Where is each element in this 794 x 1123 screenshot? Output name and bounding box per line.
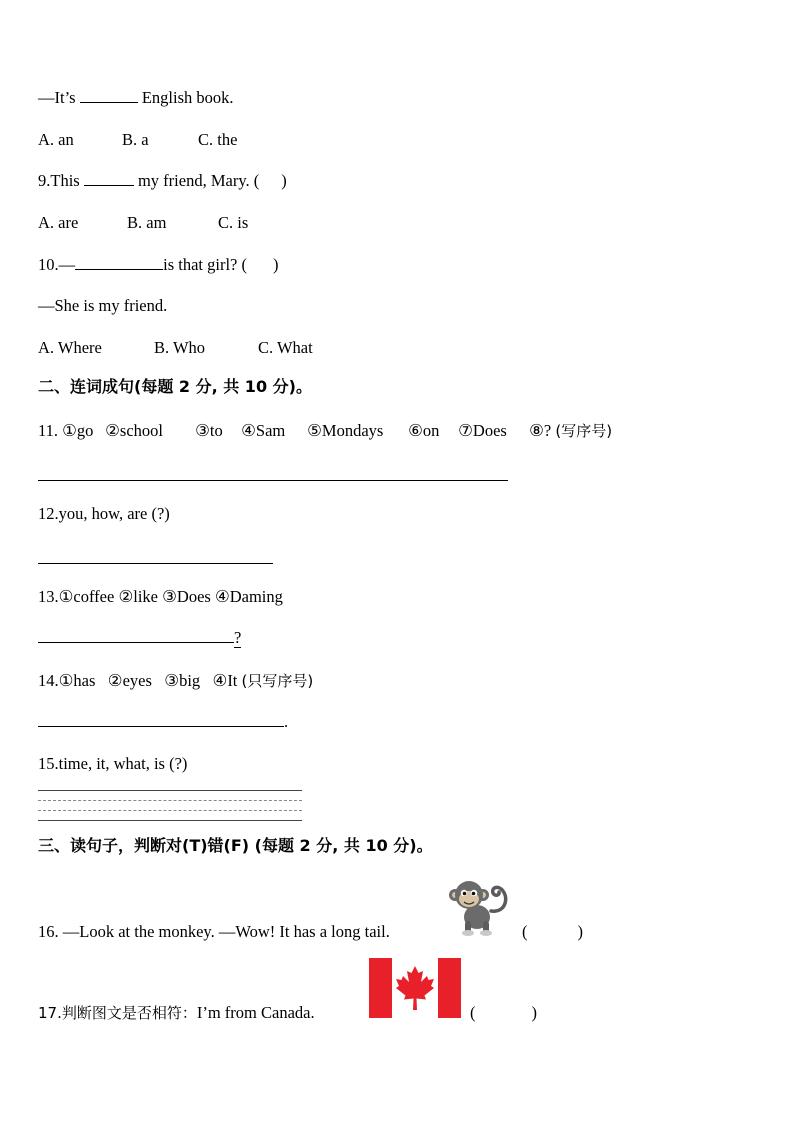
question-12: 12.you, how, are (?) — [38, 504, 170, 523]
q8-blank[interactable] — [80, 88, 138, 103]
q10-blank[interactable] — [75, 255, 163, 270]
section-3-heading: 三、读句子，判断对(T)错(F) (每题 2 分, 共 10 分)。 — [38, 836, 433, 855]
q16-answer-paren[interactable]: ( ) — [522, 922, 583, 941]
q17-answer-paren[interactable]: ( ) — [470, 1003, 537, 1022]
option-a[interactable]: A. Where — [38, 338, 102, 357]
option-c[interactable]: C. the — [198, 130, 238, 149]
option-b[interactable]: B. am — [127, 213, 167, 232]
option-b[interactable]: B. a — [122, 130, 149, 149]
q13-answer: ? — [38, 628, 241, 648]
question-14: 14.①has ②eyes ③big ④It (只写序号) — [38, 671, 314, 690]
question-17: 17.判断图文是否相符：I’m from Canada. — [38, 1003, 315, 1022]
option-c[interactable]: C. What — [258, 338, 313, 357]
canada-flag-image — [369, 958, 461, 1018]
q12-answer-line[interactable] — [38, 563, 273, 564]
section-2-heading: 二、连词成句(每题 2 分, 共 10 分)。 — [38, 377, 312, 396]
q13-answer-line[interactable] — [38, 628, 234, 643]
option-a[interactable]: A. an — [38, 130, 74, 149]
option-b[interactable]: B. Who — [154, 338, 206, 357]
question-10: 10.— is that girl? ( ) — [38, 255, 279, 274]
question-13: 13.①coffee ②like ③Does ④Daming — [38, 587, 283, 606]
question-9: 9.This my friend, Mary. ( ) — [38, 171, 287, 190]
question-11: 11. ①go ②school ③to ④Sam ⑤Mondays ⑥on ⑦Does ⑧? (写序号) — [38, 421, 613, 440]
monkey-image — [447, 875, 513, 939]
question-15: 15.time, it, what, is (?) — [38, 754, 188, 773]
q14-answer-line[interactable] — [38, 712, 284, 727]
question-16: 16. —Look at the monkey. —Wow! It has a long tail. — [38, 922, 390, 941]
q8-options — [38, 130, 237, 150]
q8-answer-line: —It’s English book. — [38, 88, 234, 107]
q9-options — [38, 213, 248, 233]
q10-options — [38, 338, 313, 358]
option-c[interactable]: C. is — [218, 213, 249, 232]
q11-answer-line[interactable] — [38, 480, 508, 481]
q14-answer: . — [38, 712, 288, 732]
option-a[interactable]: A. are — [38, 213, 79, 232]
q10-answer: —She is my friend. — [38, 296, 168, 315]
q9-blank[interactable] — [84, 171, 134, 186]
